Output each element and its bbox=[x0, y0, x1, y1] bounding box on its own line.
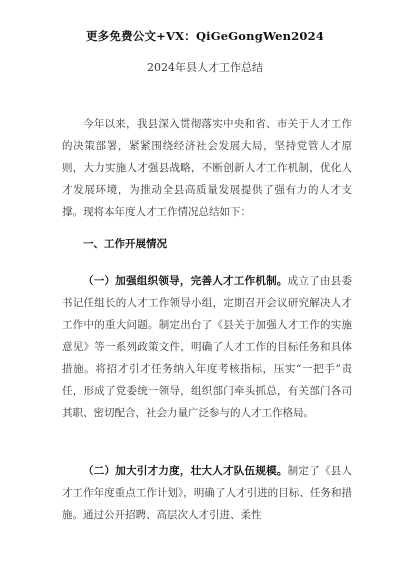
paragraph-organization bbox=[62, 270, 352, 424]
promo-banner: 更多免费公文+VX：QiGeGongWen2024 bbox=[85, 29, 325, 43]
paragraph-body: 制定了《县人才工作年度重点工作计划》，明确了人才引进的目标、任务和措施。通过公开招聘、高层次人才引进、柔性 bbox=[62, 465, 353, 521]
document-title: 2024年县人才工作总结 bbox=[147, 61, 263, 74]
paragraph-lead: （二）加大引才力度，壮大人才队伍规模。 bbox=[83, 465, 288, 477]
paragraph-recruitment bbox=[62, 460, 352, 526]
paragraph-body: 成立了由县委书记任组长的人才工作领导小组，定期召开会议研究解决人才工作中的重大问题。制定出台了《县关于加强人才工作的实施意见》等一系列政策文件，明确了人才工作的目标任务和具体措施。将招才引才任务纳入年度考核指标，压实“一把手”责任，形成了党委统一领导，组织部门牵头抓总，有关部门各司其职、密切配合，社会力量广泛参与的人才工作格局。 bbox=[62, 275, 353, 419]
intro-paragraph: 今年以来，我县深入贯彻落实中央和省、市关于人才工作的决策部署，紧紧围绕经济社会发展大局，坚持党管人才原则，大力实施人才强县战略，不断创新人才工作机制，优化人才发展环境，为推动全县高质量发展提供了强有力的人才支撑。现将本年度人才工作情况总结如下： bbox=[62, 118, 352, 218]
paragraph-lead: （一）加强组织领导，完善人才工作机制。 bbox=[83, 275, 288, 287]
section-heading: 一、工作开展情况 bbox=[83, 238, 167, 250]
